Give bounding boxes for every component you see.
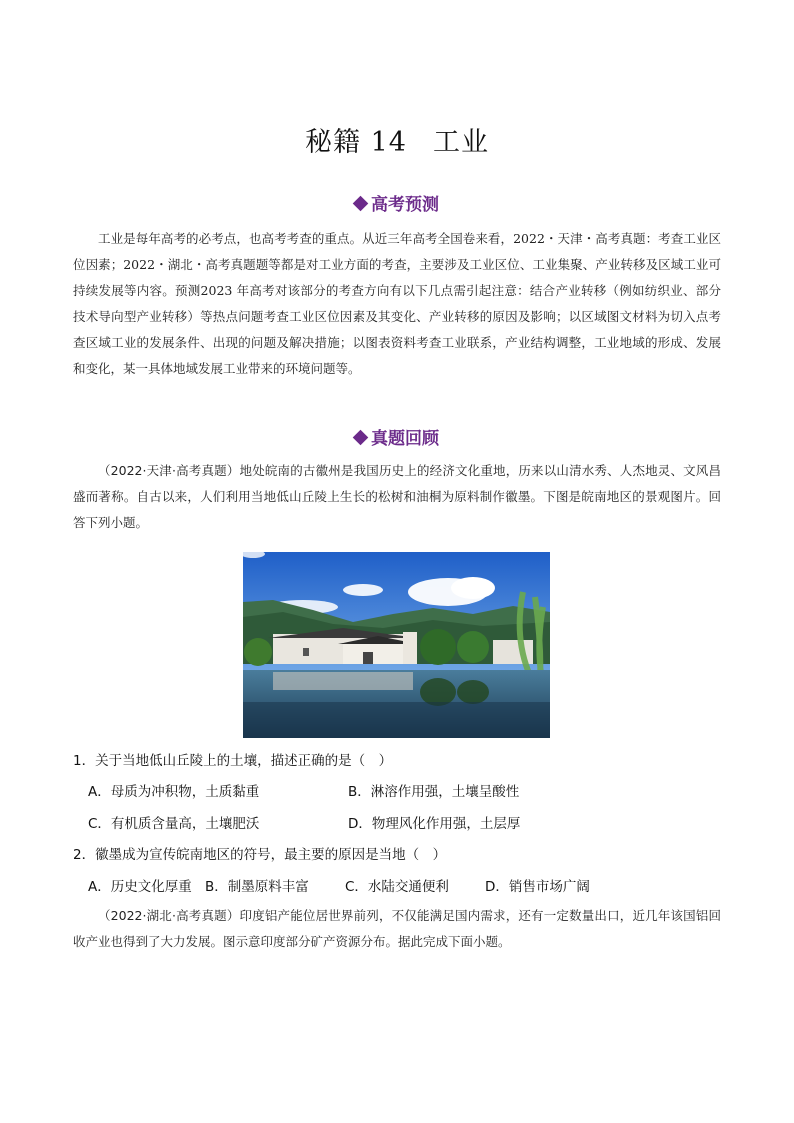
material-text: 地处皖南的古徽州是我国历史上的经济文化重地，历来以山清水秀、人杰地灵、文风昌盛而著称。自古以来，人们利用当地低山丘陵上生长的松树和油桐为原料制作徽墨。下图是皖南地区的景观图片。回答下列小题。 xyxy=(73,463,721,530)
material-source: （2022·天津·高考真题） xyxy=(98,463,240,478)
material-paragraph-2 xyxy=(73,903,721,955)
diamond-icon xyxy=(353,430,369,446)
section-heading-forecast: 高考预测 xyxy=(0,190,794,215)
question-1-option-c[interactable]: C．有机质含量高，土壤肥沃 xyxy=(88,816,260,832)
material-text: 印度铝产能位居世界前列，不仅能满足国内需求，还有一定数量出口，近几年该国铝回收产业也得到了大力发展。图示意印度部分矿产资源分布。据此完成下面小题。 xyxy=(73,908,721,949)
question-1-stem: 1．关于当地低山丘陵上的土壤，描述正确的是（ ） xyxy=(73,753,393,769)
section-heading-review: 真题回顾 xyxy=(0,424,794,449)
title-main: 秘籍 14 xyxy=(305,127,407,158)
forecast-paragraph xyxy=(73,226,721,382)
page-title xyxy=(0,120,794,159)
question-1-option-b[interactable]: B．淋溶作用强，土壤呈酸性 xyxy=(348,784,520,800)
question-2-option-a[interactable]: A．历史文化厚重 xyxy=(88,879,192,895)
landscape-photo xyxy=(243,552,550,738)
question-2-option-c[interactable]: C．水陆交通便利 xyxy=(345,879,449,895)
question-1-option-d[interactable]: D．物理风化作用强，土层厚 xyxy=(348,816,521,832)
forecast-text: 工业是每年高考的必考点，也高考考查的重点。从近三年高考全国卷来看，2022・天津・高考真题：考查工业区位因素；2022・湖北・高考真题题等都是对工业方面的考查，主要涉及工业区位、工业集聚、产业转移及区域工业可持续发展等内容。预测2023 年高考对该部分的考查方向有以下几点需引起注意：结合产业转移（例如纺织业、部分技术导向型产业转移）等热点问题考查工业区位因素及其变化、产业转移的原因及影响；以区域图文材料为切入点考查区域工业的发展条件、出现的问题及解决措施；以图表资料考查工业联系，产业结构调整，工业地域的形成、发展和变化，某一具体地域发展工业带来的环境问题等。 xyxy=(73,231,721,376)
material-paragraph-1 xyxy=(73,458,721,536)
material-source: （2022·湖北·高考真题） xyxy=(98,908,240,923)
question-2-option-d[interactable]: D．销售市场广阔 xyxy=(485,879,590,895)
question-1-option-a[interactable]: A．母质为冲积物，土质黏重 xyxy=(88,784,260,800)
diamond-icon xyxy=(353,196,369,212)
question-2-stem: 2．徽墨成为宣传皖南地区的符号，最主要的原因是当地（ ） xyxy=(73,847,447,863)
title-sub: 工业 xyxy=(432,127,489,158)
question-2-option-b[interactable]: B．制墨原料丰富 xyxy=(205,879,309,895)
